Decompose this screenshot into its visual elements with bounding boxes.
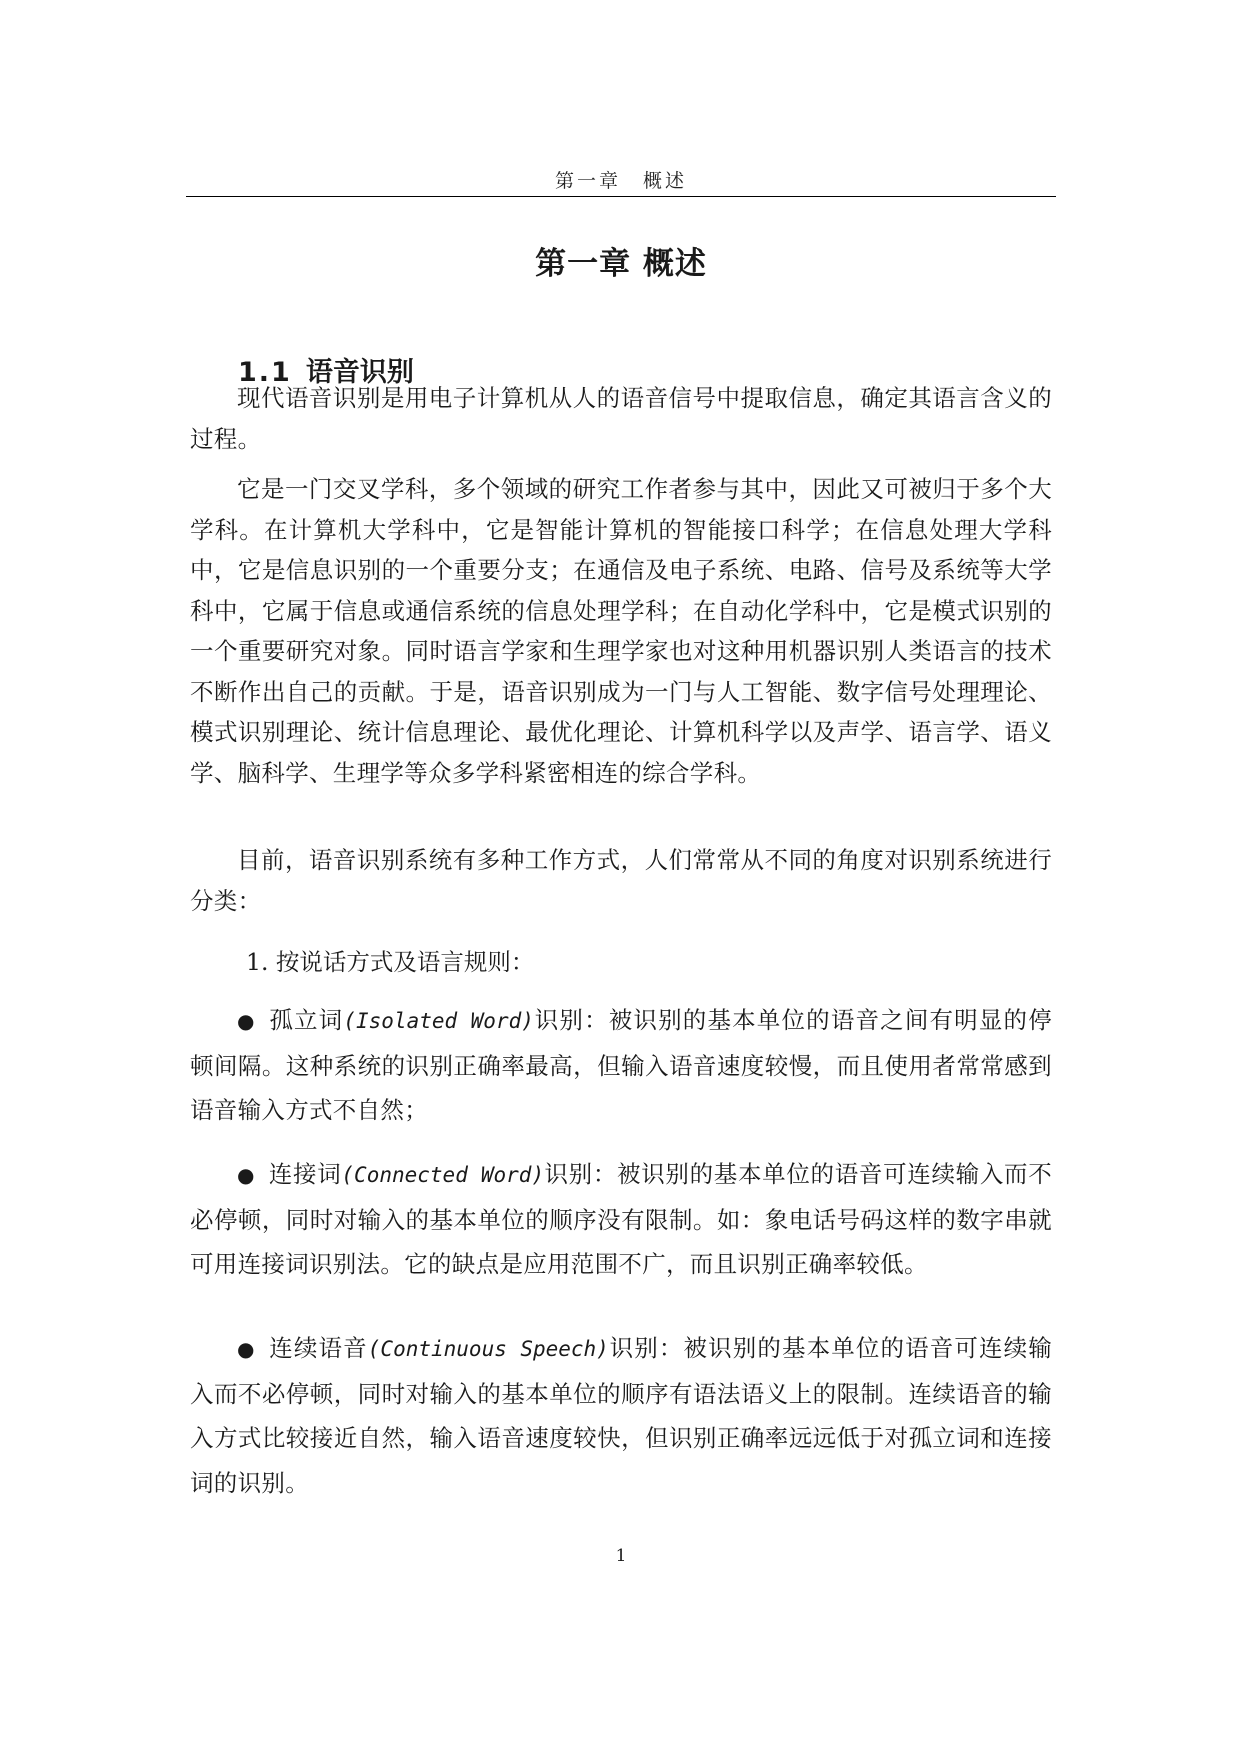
bullet-icon: ● xyxy=(237,1337,256,1361)
paragraph-definition: 现代语音识别是用电子计算机从人的语音信号中提取信息，确定其语言含义的过程。 xyxy=(190,384,1052,453)
header-rule xyxy=(186,196,1056,197)
bullet-item-connected-word xyxy=(190,1152,1052,1287)
bullet-term: 孤立词 xyxy=(269,1006,344,1034)
bullet-text: 识别：被识别的基本单位的语音可连续输入而不必停顿，同时对输入的基本单位的顺序有语法语义上的限制。连续语音的输入方式比较接近自然，输入语音速度较快，但识别正确率远远低于对孤立词和连接词的识别。 xyxy=(190,1334,1053,1497)
section-number: 1.1 xyxy=(238,357,292,388)
bullet-item-isolated-word xyxy=(190,998,1052,1133)
list-heading: 1. 按说话方式及语言规则： xyxy=(246,948,535,976)
chapter-title: 第一章 概述 xyxy=(535,246,707,282)
bullet-term: 连接词 xyxy=(268,1160,342,1188)
running-header: 第一章 概述 xyxy=(554,170,687,192)
page-number: 1 xyxy=(615,1546,627,1566)
paragraph-classification: 目前，语音识别系统有多种工作方式，人们常常从不同的角度对识别系统进行分类： xyxy=(190,846,1052,915)
paragraph-interdisciplinary: 它是一门交叉学科，多个领域的研究工作者参与其中，因此又可被归于多个大学科。在计算机大学科中，它是智能计算机的智能接口科学；在信息处理大学科中，它是信息识别的一个重要分支；在通信及电子系统、电路、信号及系统等大学科中，它属于信息或通信系统的信息处理学科；在自动化学科中，它是模式识别的一个重要研究对象。同时语言学家和生理学家也对这种用机器识别人类语言的技术不断作出自己的贡献。于是，语音识别成为一门与人工智能、数字信号处理理论、模式识别理论、统计信息理论、最优化理论、计算机科学以及声学、语言学、语义学、脑科学、生理学等众多学科紧密相连的综合学科。 xyxy=(190,475,1052,787)
bullet-icon: ● xyxy=(237,1009,256,1033)
bullet-english-term: (Continuous Speech) xyxy=(367,1337,609,1361)
bullet-icon: ● xyxy=(237,1163,255,1187)
bullet-term: 连续语音 xyxy=(269,1334,368,1362)
bullet-english-term: (Connected Word) xyxy=(341,1163,545,1187)
bullet-text: 识别：被识别的基本单位的语音之间有明显的停顿间隔。这种系统的识别正确率最高，但输入语音速度较慢，而且使用者常常感到语音输入方式不自然； xyxy=(190,1006,1053,1124)
bullet-text: 识别：被识别的基本单位的语音可连续输入而不必停顿，同时对输入的基本单位的顺序没有限制。如：象电话号码这样的数字串就可用连接词识别法。它的缺点是应用范围不广，而且识别正确率较低。 xyxy=(190,1160,1052,1278)
bullet-english-term: (Isolated Word) xyxy=(343,1009,534,1033)
bullet-item-continuous-speech xyxy=(190,1326,1052,1505)
section-title: 语音识别 xyxy=(305,357,414,388)
